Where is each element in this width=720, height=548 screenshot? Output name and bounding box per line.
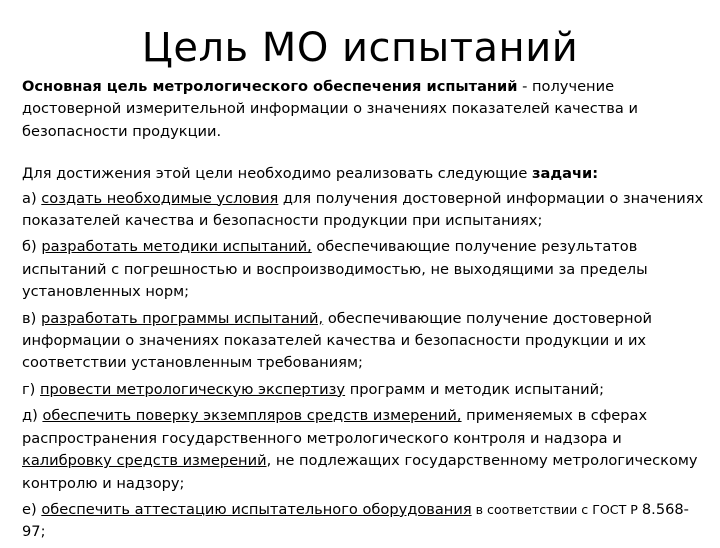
task-marker: г) — [22, 380, 40, 398]
task-text: применяемых в сферах распространения государственного метрологического контроля и надзора и — [22, 407, 648, 447]
task-link: обеспечить аттестацию испытательного оборудования — [41, 500, 472, 518]
task-link: разработать программы испытаний, — [40, 309, 324, 327]
task-item-v — [22, 308, 704, 375]
tasks-lead — [22, 163, 704, 185]
task-text-small: в соответствии с ГОСТ Р — [471, 501, 642, 517]
slide-body — [22, 76, 704, 548]
task-text: программ и методик испытаний; — [345, 380, 604, 398]
slide-title: Цель МО испытаний — [141, 25, 579, 71]
tasks-lead-text: Для достижения этой цели необходимо реализовать следующие — [22, 165, 532, 183]
task-text: обеспечивающие получение достоверной информации о значениях показателей качества и безопасности продукции и их соответствии установленным требованиям; — [22, 309, 653, 372]
task-text: обеспечивающие получение результатов испытаний с погрешностью и воспроизводимостью, не выходящими за пределы установленных норм; — [22, 238, 648, 301]
task-text-standard: 8.568-97; — [22, 500, 689, 541]
task-item-a — [22, 188, 704, 233]
task-item-b — [22, 236, 704, 303]
task-marker: е) — [22, 500, 42, 518]
task-marker: а) — [22, 189, 42, 207]
intro-text: - получение достоверной измерительной информации о значениях показателей качества и безопасности продукции. — [22, 78, 638, 140]
task-link: разработать методики испытаний, — [41, 238, 312, 256]
intro-bold: Основная цель метрологического обеспечения испытаний — [22, 78, 518, 95]
tasks-lead-bold: задачи: — [532, 165, 599, 183]
task-marker: б) — [22, 238, 42, 256]
task-text-secondary: , не подлежащих государственному метрологическому контролю и надзору; — [22, 452, 698, 492]
task-item-e — [22, 499, 704, 544]
task-link: создать необходимые условия — [41, 189, 279, 207]
task-item-g — [22, 379, 704, 401]
task-link: обеспечить поверку экземпляров средств измерений, — [42, 407, 462, 425]
intro-paragraph — [22, 76, 704, 143]
task-text: для получения достоверной информации о значениях показателей качества и безопасности продукции при испытаниях; — [22, 189, 704, 230]
task-marker: д) — [22, 407, 43, 425]
task-link: провести метрологическую экспертизу — [40, 380, 346, 398]
task-link-secondary: калибровку средств измерений — [22, 452, 267, 470]
task-marker: в) — [22, 309, 41, 327]
task-item-d — [22, 405, 704, 495]
